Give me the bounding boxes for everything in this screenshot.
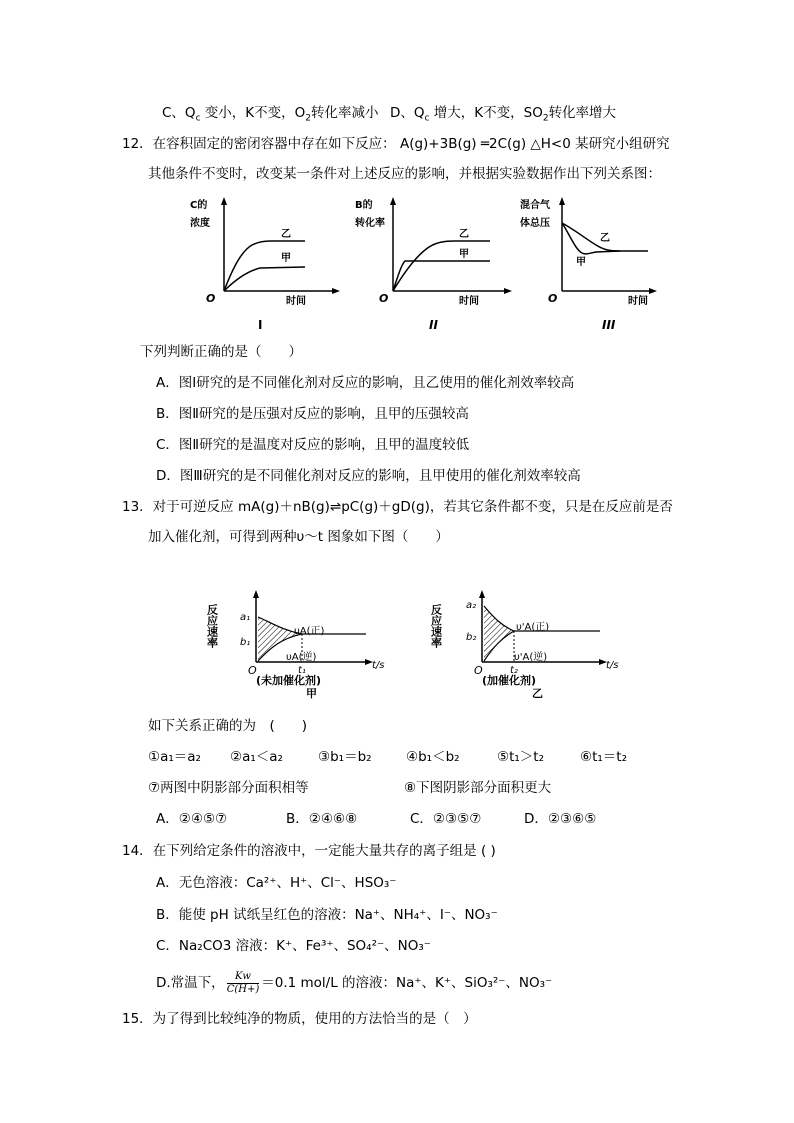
- q11-option-c: C、$Q_c$ 变小，K不变，$O_2$转化率减小: [162, 105, 379, 124]
- graph3-curve-yi-label: 乙: [600, 233, 610, 244]
- jia-caption: (未加催化剂): [256, 674, 322, 687]
- q12-graph-3: [520, 197, 657, 332]
- q13-item-3: ③b₁＝b₂: [318, 749, 372, 765]
- yi-reverse-label: υ'A(逆): [514, 652, 548, 663]
- q12-option-a: A．图Ⅰ研究的是不同催化剂对反应的影响，且乙使用的催化剂效率较高: [156, 375, 575, 391]
- q11-option-d: D、$Q_c$ 增大，K不变，$SO_2$转化率增大: [390, 105, 617, 124]
- graph3-ylabel1: 混合气: [520, 200, 550, 211]
- graph2-curve-jia: [393, 261, 490, 291]
- q14-stem: 14．在下列给定条件的溶液中，一定能大量共存的离子组是 ( ): [122, 843, 496, 859]
- q14-option-b: B．能使 pH 试纸呈红色的溶液：Na⁺、NH₄⁺、I⁻、NO₃⁻: [156, 907, 498, 923]
- q13-option-b: B．②④⑥⑧: [286, 811, 358, 827]
- q12-graph-1: [190, 197, 340, 332]
- graph3-xlabel: 时间: [628, 296, 648, 307]
- q12-stem-line1: 12．在容积固定的密闭容器中存在如下反应： A(g)+3B(g) ═2C(g) △H<0 某研究小组研究: [122, 136, 670, 152]
- jia-xlabel: t/s: [372, 660, 385, 671]
- graph2-curve-jia-label: 甲: [459, 249, 469, 260]
- jia-origin: O: [248, 664, 257, 677]
- q12-option-b: B．图Ⅱ研究的是压强对反应的影响，且甲的压强较高: [156, 406, 469, 422]
- graph1-curve-yi-label: 乙: [281, 229, 291, 240]
- graph3-numeral: III: [602, 318, 616, 332]
- yi-ytick-a2: a₂: [466, 600, 477, 611]
- q15-stem: 15．为了得到比较纯净的物质，使用的方法恰当的是（ ）: [122, 1011, 477, 1027]
- q14-option-d: D.常温下， $\frac{Kw}{C(H+)}$ ＝0.1 mol/L 的溶液：Na⁺、K⁺、SiO₃²⁻、NO₃⁻: [156, 970, 553, 995]
- q13-item-7: ⑦两图中阴影部分面积相等: [148, 780, 309, 796]
- yi-origin: O: [474, 664, 483, 677]
- q13-option-d: D．②③⑥⑤: [524, 811, 597, 827]
- graph2-ylabel1: B的: [355, 200, 373, 211]
- q13-graph-yi: [430, 590, 619, 700]
- graph1-ylabel2: 浓度: [190, 218, 210, 229]
- q13-item-4: ④b₁＜b₂: [406, 749, 460, 765]
- q12-option-d: D．图Ⅲ研究的是不同催化剂对反应的影响，且甲使用的催化剂效率较高: [156, 468, 581, 484]
- graph2-curve-yi-label: 乙: [459, 229, 469, 240]
- yi-caption: (加催化剂): [482, 674, 537, 687]
- q13-item-6: ⑥t₁＝t₂: [580, 749, 628, 765]
- graph3-curve-jia-label: 甲: [576, 257, 586, 268]
- graph1-curve-jia-label: 甲: [281, 253, 291, 264]
- graph2-numeral: II: [429, 318, 438, 332]
- yi-name: 乙: [532, 687, 543, 700]
- jia-reverse-label: υA(逆): [286, 652, 317, 663]
- yi-ytick-b2: b₂: [466, 632, 477, 643]
- q13-stem-line1: 13．对于可逆反应 mA(g)＋nB(g)⇌pC(g)＋gD(g)，若其它条件都不变，只是在反应前是否: [122, 499, 673, 515]
- jia-ylabel: 反应速率: [205, 604, 219, 648]
- jia-xtick: t₁: [298, 665, 306, 676]
- q13-graphs: [205, 590, 628, 700]
- graph1-xlabel: 时间: [286, 296, 306, 307]
- graph2-origin: O: [379, 292, 389, 305]
- q13-prompt: 如下关系正确的为 ( ): [148, 718, 308, 734]
- q14-option-c: C．Na₂CO3 溶液：K⁺、Fe³⁺、SO₄²⁻、NO₃⁻: [156, 938, 431, 954]
- jia-forward-label: υA(正): [294, 626, 325, 637]
- q14-option-a: A．无色溶液：Ca²⁺、H⁺、Cl⁻、HSO₃⁻: [156, 875, 397, 891]
- q12-graphs: [190, 195, 680, 335]
- q13-option-c: C．②③⑤⑦: [410, 811, 482, 827]
- yi-xlabel: t/s: [606, 660, 619, 671]
- graph1-origin: O: [206, 292, 216, 305]
- graph1-curve-jia: [224, 267, 305, 291]
- q13-stem-line2: 加入催化剂，可得到两种υ～t 图象如下图（ ）: [148, 529, 449, 545]
- graph3-origin: O: [548, 292, 558, 305]
- graph2-xlabel: 时间: [459, 296, 479, 307]
- q13-item-1: ①a₁＝a₂: [148, 749, 201, 765]
- yi-forward-label: υ'A(正): [516, 622, 550, 633]
- q13-graph-jia: [206, 590, 385, 700]
- graph1-curve-yi: [224, 241, 305, 291]
- q13-item-5: ⑤t₁＞t₂: [497, 749, 545, 765]
- yi-xtick: t₂: [510, 665, 518, 676]
- q13-item-8: ⑧下图阴影部分面积更大: [404, 780, 552, 796]
- yi-ylabel: 反应速率: [429, 604, 443, 648]
- q12-stem-line2: 其他条件不变时，改变某一条件对上述反应的影响，并根据实验数据作出下列关系图：: [148, 166, 661, 182]
- graph2-ylabel2: 转化率: [355, 218, 385, 229]
- graph3-ylabel2: 体总压: [520, 218, 550, 229]
- jia-name: 甲: [306, 687, 317, 700]
- q12-option-c: C．图Ⅱ研究的是温度对反应的影响，且甲的温度较低: [156, 437, 470, 453]
- q13-item-2: ②a₁＜a₂: [230, 749, 283, 765]
- jia-ytick-b1: b₁: [240, 637, 251, 648]
- graph1-numeral: I: [258, 318, 263, 332]
- q12-graph-2: [355, 197, 512, 332]
- jia-ytick-a1: a₁: [240, 612, 251, 623]
- q13-option-a: A．②④⑤⑦: [156, 811, 228, 827]
- kw-fraction: $\frac{Kw}{C(H+)}$: [226, 970, 260, 995]
- graph1-ylabel1: C的: [190, 200, 208, 211]
- q12-prompt: 下列判断正确的是（ ）: [140, 344, 302, 360]
- graph2-curve-yi: [393, 241, 490, 291]
